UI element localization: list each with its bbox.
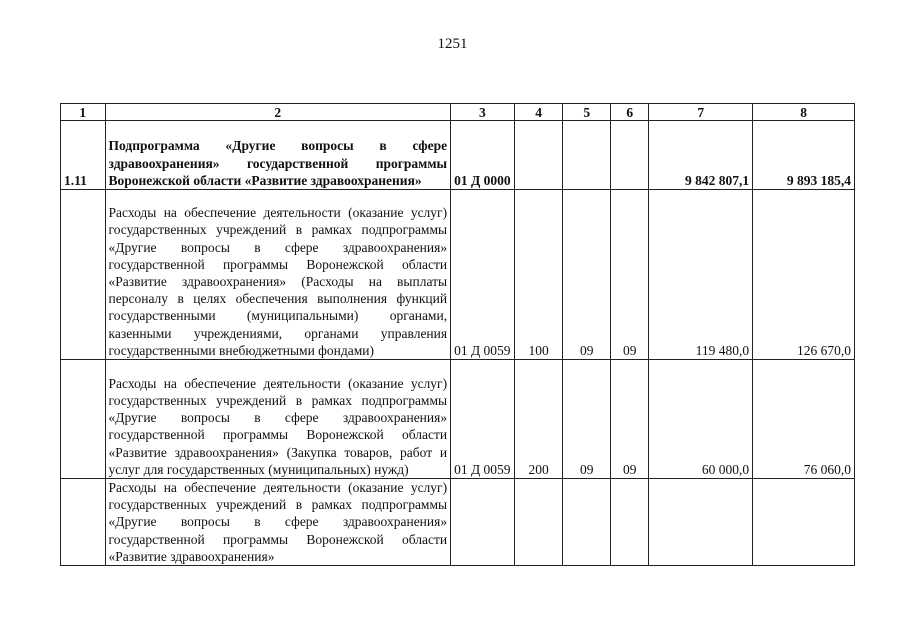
row-expense-type: 100 bbox=[514, 190, 563, 360]
row-expense-type bbox=[514, 121, 563, 190]
row-amount-year2: 126 670,0 bbox=[753, 190, 855, 360]
row-amount-year1: 119 480,0 bbox=[649, 190, 753, 360]
row-amount-year1 bbox=[649, 479, 753, 566]
row-name: Расходы на обеспечение деятельности (оказание услуг) государственных учреждений в рамках подпрограммы «Другие вопросы в сфере здравоохранения» государственной программы Воронежской области «Развитие здравоохранения» (Закупка товаров, работ и услуг для государственных (муниципальных) нужд) bbox=[105, 360, 451, 479]
row-name: Расходы на обеспечение деятельности (оказание услуг) государственных учреждений в рамках подпрограммы «Другие вопросы в сфере здравоохранения» государственной программы Воронежской области «Развитие здравоохранения» (Расходы на выплаты персоналу в целях обеспечения выполнения функций государственными (муниципальными) органами, казенными учреждениями, органами управления государственными внебюджетными фондами) bbox=[105, 190, 451, 360]
header-cell-5: 5 bbox=[563, 104, 611, 121]
row-target-code bbox=[451, 479, 515, 566]
row-amount-year2: 76 060,0 bbox=[753, 360, 855, 479]
row-expense-type bbox=[514, 479, 563, 566]
page-number: 1251 bbox=[437, 36, 468, 52]
table-row bbox=[61, 360, 855, 479]
row-amount-year1: 9 842 807,1 bbox=[649, 121, 753, 190]
row-target-code: 01 Д 0000 bbox=[451, 121, 515, 190]
row-section bbox=[563, 121, 611, 190]
row-section bbox=[563, 479, 611, 566]
row-subsection bbox=[611, 479, 649, 566]
header-cell-6: 6 bbox=[611, 104, 649, 121]
header-cell-2: 2 bbox=[105, 104, 451, 121]
header-cell-7: 7 bbox=[649, 104, 753, 121]
row-subsection: 09 bbox=[611, 190, 649, 360]
table-row bbox=[61, 479, 855, 566]
row-target-code: 01 Д 0059 bbox=[451, 190, 515, 360]
header-row bbox=[61, 104, 855, 121]
budget-table bbox=[60, 103, 855, 566]
header-cell-8: 8 bbox=[753, 104, 855, 121]
header-cell-3: 3 bbox=[451, 104, 515, 121]
row-target-code: 01 Д 0059 bbox=[451, 360, 515, 479]
header-cell-4: 4 bbox=[514, 104, 563, 121]
header-cell-1: 1 bbox=[61, 104, 106, 121]
row-amount-year2: 9 893 185,4 bbox=[753, 121, 855, 190]
row-name: Расходы на обеспечение деятельности (оказание услуг) государственных учреждений в рамках подпрограммы «Другие вопросы в сфере здравоохранения» государственной программы Воронежской области «Развитие здравоохранения» bbox=[105, 479, 451, 566]
row-number bbox=[61, 190, 106, 360]
row-section: 09 bbox=[563, 360, 611, 479]
row-subsection: 09 bbox=[611, 360, 649, 479]
row-expense-type: 200 bbox=[514, 360, 563, 479]
row-section: 09 bbox=[563, 190, 611, 360]
row-amount-year2 bbox=[753, 479, 855, 566]
row-number: 1.11 bbox=[61, 121, 106, 190]
table-row-subprogram bbox=[61, 121, 855, 190]
row-number bbox=[61, 479, 106, 566]
row-name: Подпрограмма «Другие вопросы в сфере здравоохранения» государственной программы Воронежской области «Развитие здравоохранения» bbox=[105, 121, 451, 190]
table-row bbox=[61, 190, 855, 360]
row-subsection bbox=[611, 121, 649, 190]
row-amount-year1: 60 000,0 bbox=[649, 360, 753, 479]
row-number bbox=[61, 360, 106, 479]
